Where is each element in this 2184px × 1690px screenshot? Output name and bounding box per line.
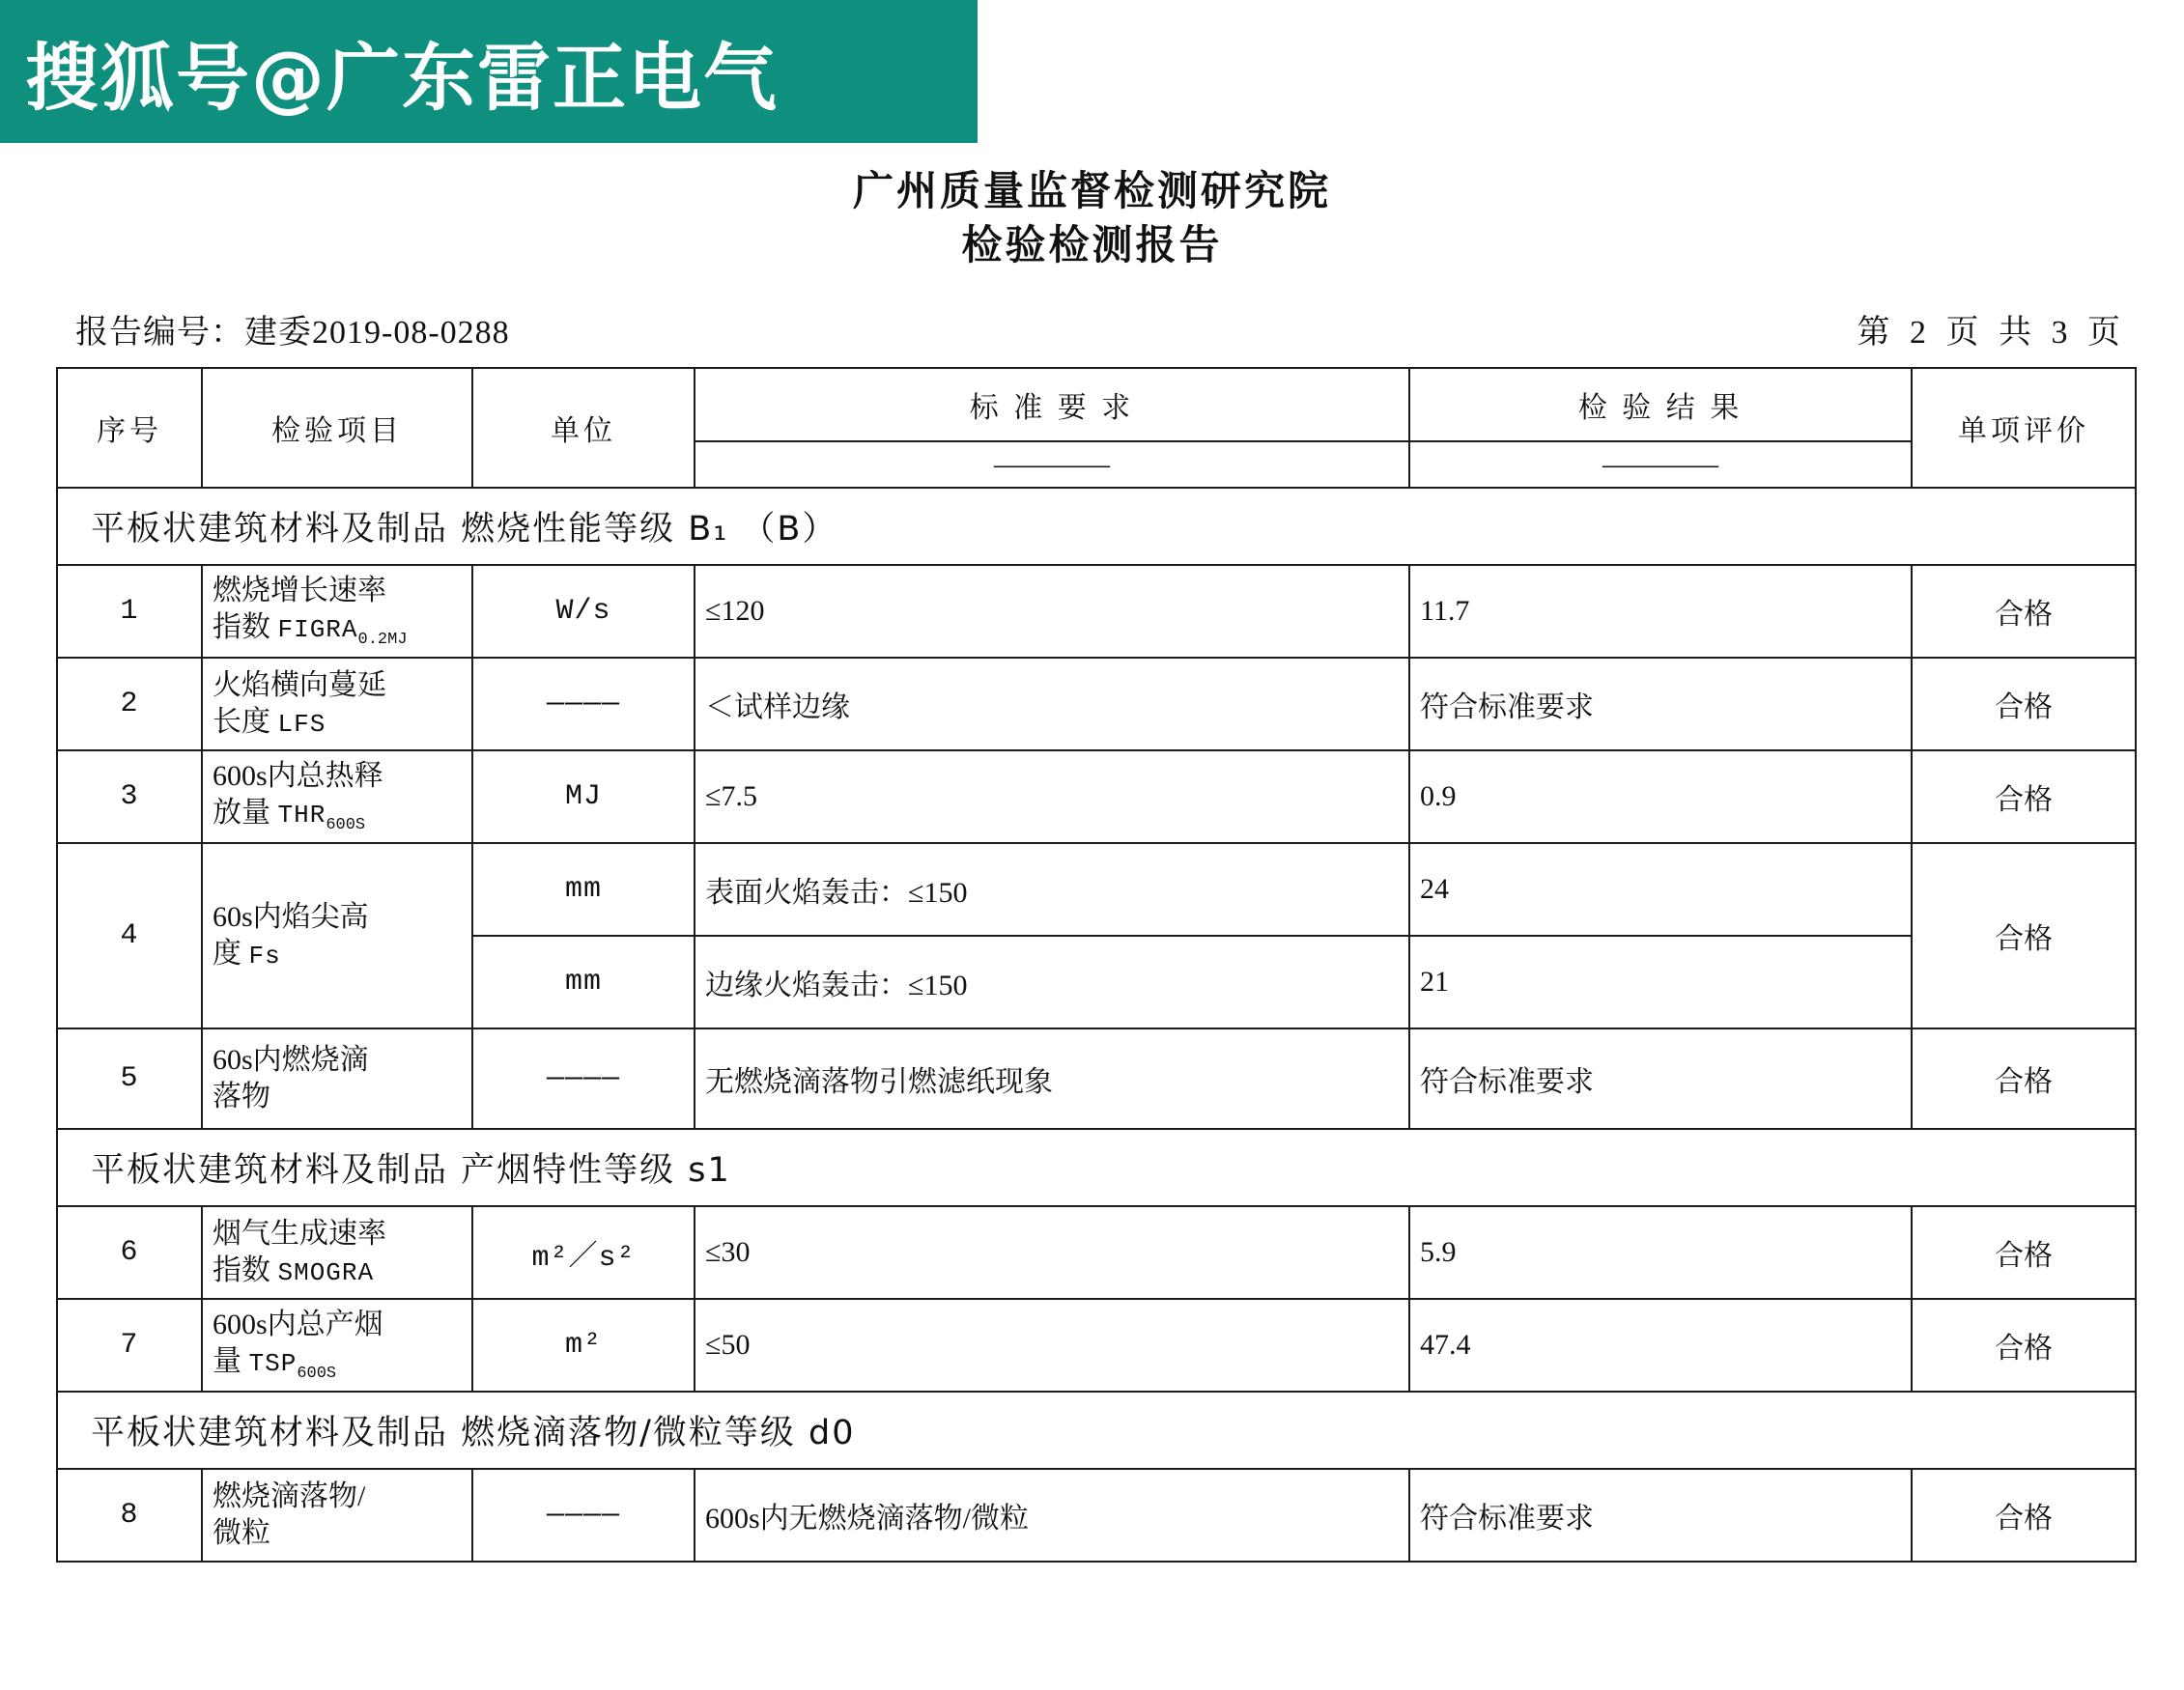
row-standard: ≤30 bbox=[695, 1206, 1409, 1299]
table-row bbox=[57, 843, 2136, 936]
row-standard: ≤50 bbox=[695, 1299, 1409, 1392]
document-header bbox=[0, 164, 2184, 273]
section-title-b1: 平板状建筑材料及制品 燃烧性能等级 B₁ （B） bbox=[57, 488, 2136, 565]
row-item-latin: LFS bbox=[277, 710, 326, 739]
row-item-line2: 指数 bbox=[213, 1254, 270, 1286]
row-evaluation: 合格 bbox=[1912, 1469, 2136, 1562]
watermark-banner bbox=[0, 0, 978, 143]
table-body bbox=[57, 488, 2136, 1562]
row-item-line2: 度 bbox=[213, 938, 241, 970]
col-header-unit: 单位 bbox=[472, 368, 695, 488]
row-evaluation: 合格 bbox=[1912, 565, 2136, 658]
row-unit: mm bbox=[472, 936, 695, 1028]
row-evaluation: 合格 bbox=[1912, 843, 2136, 1028]
row-standard: 表面火焰轰击：≤150 bbox=[695, 843, 1409, 936]
row-item bbox=[202, 1028, 472, 1129]
row-result: 11.7 bbox=[1409, 565, 1912, 658]
row-item-line1: 600s内总产烟 bbox=[213, 1308, 383, 1340]
table-row bbox=[57, 1299, 2136, 1392]
row-evaluation: 合格 bbox=[1912, 658, 2136, 750]
table-row bbox=[57, 1028, 2136, 1129]
col-subheader-result: ———— bbox=[1409, 441, 1912, 488]
row-item-latin: THR bbox=[277, 800, 326, 830]
row-item-line2: 放量 bbox=[213, 796, 270, 829]
row-unit: ———— bbox=[472, 1469, 695, 1562]
col-header-evaluation: 单项评价 bbox=[1912, 368, 2136, 488]
row-standard: ≤120 bbox=[695, 565, 1409, 658]
row-no: 8 bbox=[57, 1469, 202, 1562]
row-evaluation: 合格 bbox=[1912, 1299, 2136, 1392]
row-item-line2: 指数 bbox=[213, 610, 270, 643]
document-title: 检验检测报告 bbox=[961, 221, 1223, 269]
row-result: 符合标准要求 bbox=[1409, 1469, 1912, 1562]
row-item-latin: TSP bbox=[248, 1348, 298, 1378]
document-meta bbox=[0, 305, 2184, 352]
row-item-line2: 量 bbox=[213, 1344, 241, 1377]
page-number: 第 2 页 共 3 页 bbox=[1857, 315, 2126, 351]
row-item-latin: SMOGRA bbox=[277, 1258, 375, 1287]
row-result: 47.4 bbox=[1409, 1299, 1912, 1392]
row-no: 5 bbox=[57, 1028, 202, 1129]
col-subheader-standard: ———— bbox=[695, 441, 1409, 488]
row-item bbox=[202, 1469, 472, 1562]
section-title-d0: 平板状建筑材料及制品 燃烧滴落物/微粒等级 d0 bbox=[57, 1392, 2136, 1469]
institute-name: 广州质量监督检测研究院 bbox=[852, 167, 1331, 214]
row-item bbox=[202, 565, 472, 658]
row-standard: ≤7.5 bbox=[695, 750, 1409, 843]
row-unit: ———— bbox=[472, 1028, 695, 1129]
row-standard: 边缘火焰轰击：≤150 bbox=[695, 936, 1409, 1028]
section-header-row bbox=[57, 488, 2136, 565]
row-result: 0.9 bbox=[1409, 750, 1912, 843]
row-item-line2: 长度 bbox=[213, 706, 270, 738]
row-item-subscript: 600S bbox=[326, 815, 366, 834]
row-evaluation: 合格 bbox=[1912, 1206, 2136, 1299]
row-item-latin: Fs bbox=[248, 942, 281, 971]
report-number: 报告编号：建委2019-08-0288 bbox=[75, 315, 510, 351]
row-item-subscript: 600S bbox=[297, 1364, 337, 1383]
table-row bbox=[57, 750, 2136, 843]
row-unit: m² bbox=[472, 1299, 695, 1392]
row-item-line1: 火焰横向蔓延 bbox=[213, 669, 386, 702]
col-header-result: 检 验 结 果 bbox=[1409, 368, 1912, 441]
row-result: 21 bbox=[1409, 936, 1912, 1028]
row-result: 5.9 bbox=[1409, 1206, 1912, 1299]
watermark-text: 搜狐号@广东雷正电气 bbox=[25, 34, 779, 121]
row-unit: m²／s² bbox=[472, 1206, 695, 1299]
row-evaluation: 合格 bbox=[1912, 750, 2136, 843]
col-header-standard: 标 准 要 求 bbox=[695, 368, 1409, 441]
row-standard: 无燃烧滴落物引燃滤纸现象 bbox=[695, 1028, 1409, 1129]
inspection-results-table bbox=[56, 367, 2137, 1563]
row-unit: mm bbox=[472, 843, 695, 936]
table-row bbox=[57, 1469, 2136, 1562]
table-header bbox=[57, 368, 2136, 488]
section-header-row bbox=[57, 1129, 2136, 1206]
row-item-subscript: 0.2MJ bbox=[357, 630, 408, 649]
row-unit: MJ bbox=[472, 750, 695, 843]
row-item-line1: 60s内燃烧滴 bbox=[213, 1044, 369, 1077]
row-item-line1: 60s内焰尖高 bbox=[213, 901, 369, 934]
col-header-item: 检验项目 bbox=[202, 368, 472, 488]
table-row bbox=[57, 658, 2136, 750]
section-title-s1: 平板状建筑材料及制品 产烟特性等级 s1 bbox=[57, 1129, 2136, 1206]
table-header-row bbox=[57, 368, 2136, 441]
row-result: 符合标准要求 bbox=[1409, 1028, 1912, 1129]
table-row bbox=[57, 565, 2136, 658]
row-item bbox=[202, 1299, 472, 1392]
row-no: 6 bbox=[57, 1206, 202, 1299]
section-header-row bbox=[57, 1392, 2136, 1469]
row-unit: ———— bbox=[472, 658, 695, 750]
row-item-line1: 600s内总热释 bbox=[213, 759, 383, 792]
row-item bbox=[202, 1206, 472, 1299]
row-result: 24 bbox=[1409, 843, 1912, 936]
row-result: 符合标准要求 bbox=[1409, 658, 1912, 750]
row-item-line1: 燃烧增长速率 bbox=[213, 574, 386, 606]
row-no: 7 bbox=[57, 1299, 202, 1392]
row-item-latin: FIGRA bbox=[277, 614, 358, 644]
row-no: 3 bbox=[57, 750, 202, 843]
row-standard: ＜试样边缘 bbox=[695, 658, 1409, 750]
row-item-line2: 微粒 bbox=[213, 1517, 270, 1549]
row-evaluation: 合格 bbox=[1912, 1028, 2136, 1129]
row-item bbox=[202, 658, 472, 750]
row-unit: W/s bbox=[472, 565, 695, 658]
row-no: 4 bbox=[57, 843, 202, 1028]
row-no: 1 bbox=[57, 565, 202, 658]
row-item-line2: 落物 bbox=[213, 1081, 270, 1113]
row-item-line1: 燃烧滴落物/ bbox=[213, 1480, 366, 1513]
row-standard: 600s内无燃烧滴落物/微粒 bbox=[695, 1469, 1409, 1562]
table-row bbox=[57, 1206, 2136, 1299]
row-item bbox=[202, 843, 472, 1028]
row-item-line1: 烟气生成速率 bbox=[213, 1218, 386, 1251]
row-no: 2 bbox=[57, 658, 202, 750]
row-item bbox=[202, 750, 472, 843]
col-header-no: 序号 bbox=[57, 368, 202, 488]
